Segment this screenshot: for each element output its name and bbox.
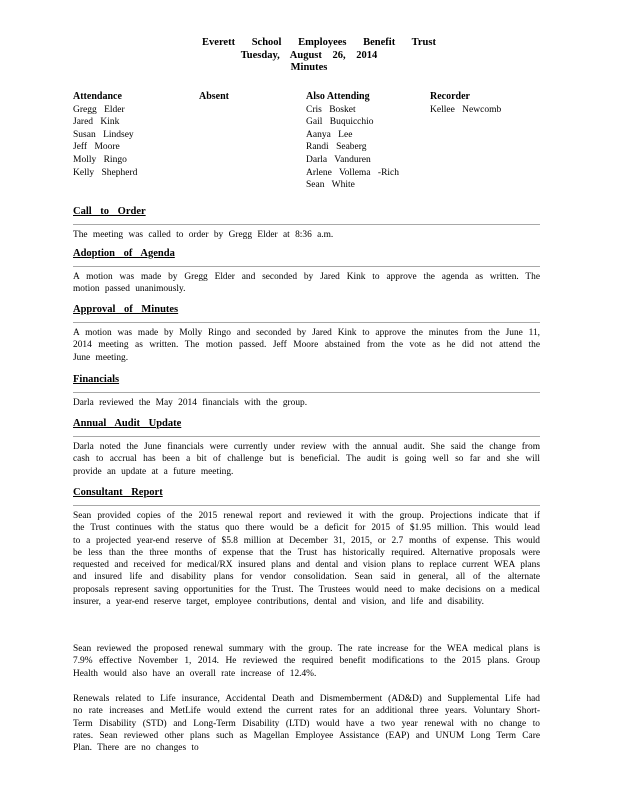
section-title: Call to Order [73, 206, 146, 217]
section-title: Annual Audit Update [73, 418, 182, 429]
section-adoption-of-agenda [73, 247, 540, 295]
section-text: A motion was made by Gregg Elder and seconded by Jared Kink to approve the agenda as written. The motion passed unanimously. [73, 272, 540, 295]
attendee-name: Jeff Moore [73, 142, 120, 153]
absent-heading: Absent [199, 91, 230, 102]
header-date: Tuesday, August 26, 2014 [240, 49, 378, 61]
header-title: Everett School Employees Benefit Trust [202, 37, 436, 48]
section-consultant-report [73, 486, 540, 608]
section-divider [73, 266, 540, 267]
section-call-to-order [73, 205, 540, 240]
attendee-name: Susan Lindsey [73, 129, 134, 140]
guest-name: Aanya Lee [306, 129, 353, 140]
guest-name: Darla Vanduren [306, 154, 371, 165]
attendance-column [73, 91, 137, 179]
section-divider [73, 322, 540, 323]
section-divider [73, 224, 540, 225]
section-title: Consultant Report [73, 487, 163, 498]
document-header [0, 37, 618, 75]
attendee-name: Jared Kink [73, 117, 120, 128]
section-text: The meeting was called to order by Gregg Elder at 8:36 a.m. [73, 230, 334, 240]
section-divider [73, 436, 540, 437]
guest-name: Sean White [306, 180, 355, 191]
also-attending-column [306, 91, 399, 192]
section-text: Darla reviewed the May 2014 financials with the group. [73, 398, 308, 408]
also-attending-heading: Also Attending [306, 91, 370, 102]
guest-name: Cris Bosket [306, 104, 356, 115]
section-title: Approval of Minutes [73, 304, 179, 315]
recorder-column [430, 91, 501, 116]
recorder-heading: Recorder [430, 91, 470, 102]
section-approval-of-minutes [73, 303, 540, 363]
section-divider [73, 505, 540, 506]
attendee-name: Gregg Elder [73, 104, 125, 115]
guest-name: Gail Buquicchio [306, 117, 374, 128]
section-text: Sean provided copies of the 2015 renewal report and reviewed it with the group. Projections indicate that if the Trust continues with the status quo there would be a deficit for 2015 of $1.95 million. This would lead to a projected year-end reserve of $5.8 million at December 31, 2015, or 2.7 months of expense. This would be less than the three months of expense that the Trust has historically required. Alternative proposals were requested and received for medical/RX insured plans and dental and vision plans to replace current WEA plans and insured life and disability plans for vendor consolidation. Sean said in general, all of the alternate proposals represent saving opportunities for the Trust. The Trustees would need to make decisions on a medical insurer, a year-end reserve target, employee contributions, dental and vision, and life and disability. [73, 511, 540, 608]
attendee-name: Kelly Shepherd [73, 167, 138, 178]
section-divider [73, 392, 540, 393]
guest-name: Randi Seaberg [306, 142, 367, 153]
absent-column [199, 91, 229, 104]
guest-name: Arlene Vollema -Rich [306, 167, 400, 178]
attendee-name: Molly Ringo [73, 154, 127, 165]
section-text: Darla noted the June financials were currently under review with the annual audit. She said the change from cash to accrual has been a bit of challenge but is beneficial. The audit is going well so far and she will provide an update at a future meeting. [73, 442, 540, 477]
section-title: Adoption of Agenda [73, 248, 175, 259]
attendance-heading: Attendance [73, 91, 122, 102]
section-text: A motion was made by Molly Ringo and seconded by Jared Kink to approve the minutes from the June 11, 2014 meeting as written. The motion passed. Jeff Moore abstained from the vote as he did not attend the June meeting. [73, 328, 540, 363]
life-insurance-paragraph: Renewals related to Life insurance, Accidental Death and Dismemberment (AD&D) and Supplemental Life had no rate increases and MetLife would extend the current rates for an additional three years. Voluntary Short-Term Disability (STD) and Long-Term Disability (LTD) would have a two year renewal with no change to rates. Sean reviewed other plans such as Magellan Employee Assistance (EAP) and UNUM Long Term Care Plan. There are no changes to [73, 694, 540, 754]
recorder-name: Kellee Newcomb [430, 104, 502, 115]
section-annual-audit-update [73, 417, 540, 477]
header-minutes: Minutes [290, 62, 328, 73]
renewal-summary-paragraph: Sean reviewed the proposed renewal summary with the group. The rate increase for the WEA medical plans is 7.9% effective November 1, 2014. He reviewed the required benefit modifications to the 2015 plans. Group Health would also have an overall rate increase of 12.4%. [73, 644, 540, 679]
section-title: Financials [73, 374, 120, 385]
section-financials [73, 373, 540, 408]
